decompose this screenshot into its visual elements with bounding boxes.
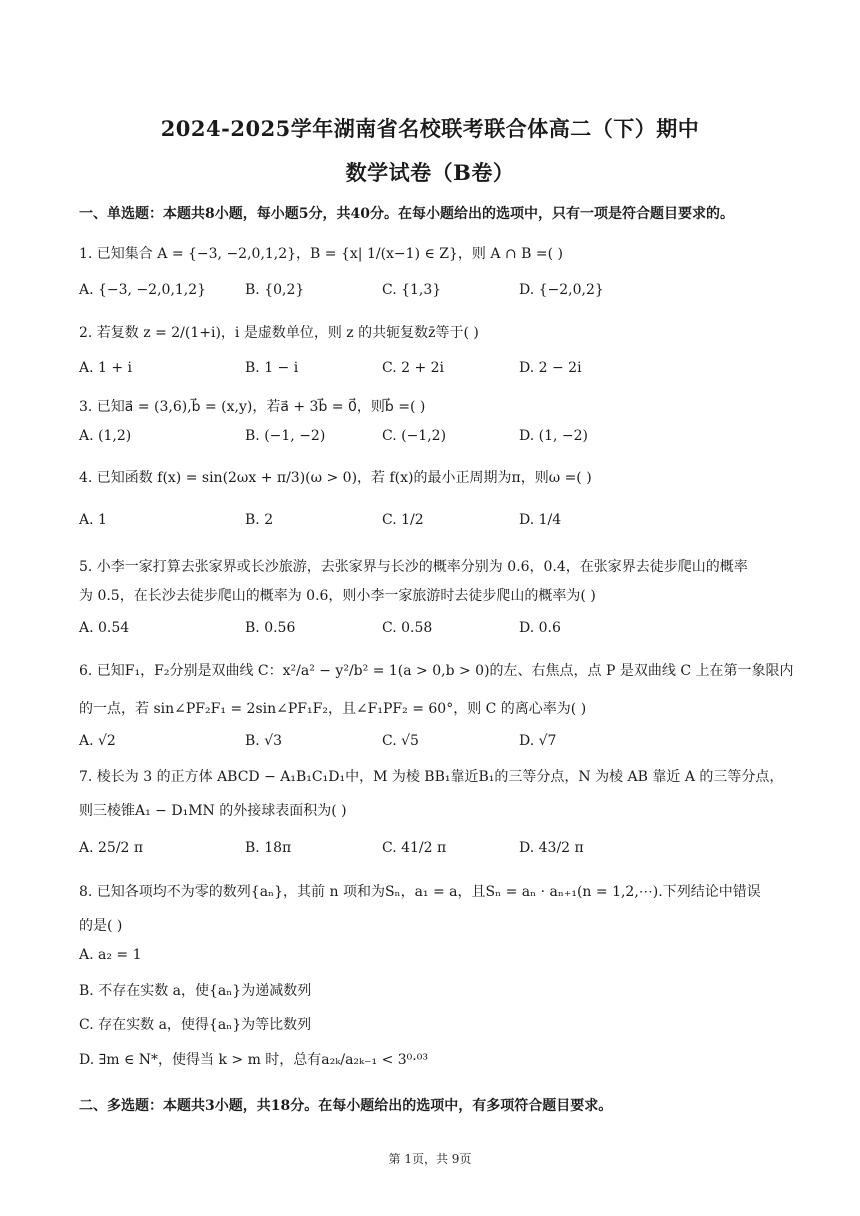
question-6-option-b: B. √3 — [245, 733, 283, 749]
question-8-option-d: D. ∃m ∈ N*，使得当 k > m 时，总有a₂ₖ/a₂ₖ₋₁ < 3⁰·⁰³ — [79, 1052, 428, 1068]
question-3-option-d: D. (1, −2) — [519, 428, 588, 444]
question-3-options — [79, 428, 779, 450]
question-1-option-a: A. {−3, −2,0,1,2} — [79, 282, 207, 298]
question-2-option-a: A. 1 + i — [79, 360, 133, 376]
exam-title-line2: 数学试卷（B卷） — [345, 160, 515, 185]
question-2-stem: 2. 若复数 z = 2/(1+i)，i 是虚数单位，则 z 的共轭复数z̄等于( ) — [79, 325, 479, 341]
section-heading-multiple-choice: 二、多选题：本题共3小题，共18分。在每小题给出的选项中，有多项符合题目要求。 — [79, 1098, 613, 1114]
question-6-stem-line1: 6. 已知F₁，F₂分别是双曲线 C：x²/a² − y²/b² = 1(a > 0,b > 0)的左、右焦点，点 P 是双曲线 C 上在第一象限内 — [79, 663, 794, 679]
question-7-stem-line1: 7. 棱长为 3 的正方体 ABCD − A₁B₁C₁D₁中，M 为棱 BB₁靠近B₁的三等分点，N 为棱 AB 靠近 A 的三等分点， — [79, 769, 784, 785]
question-5-stem-line2: 为 0.5，在长沙去徒步爬山的概率为 0.6，则小李一家旅游时去徒步爬山的概率为( ) — [79, 588, 596, 604]
question-7-option-c: C. 41/2 π — [382, 840, 447, 856]
question-8-option-b: B. 不存在实数 a，使{aₙ}为递减数列 — [79, 983, 312, 999]
question-1-option-d: D. {−2,0,2} — [519, 282, 604, 298]
question-7-option-a: A. 25/2 π — [79, 840, 144, 856]
question-2-option-d: D. 2 − 2i — [519, 360, 582, 376]
question-7-option-b: B. 18π — [245, 840, 292, 856]
question-5-option-c: C. 0.58 — [382, 620, 433, 636]
exam-title-line1: 2024-2025学年湖南省名校联考联合体高二（下）期中 — [160, 116, 700, 141]
question-6-option-d: D. √7 — [519, 733, 557, 749]
question-3-option-a: A. (1,2) — [79, 428, 132, 444]
question-8-option-a: A. a₂ = 1 — [79, 947, 142, 963]
question-4-option-a: A. 1 — [79, 512, 107, 528]
question-4-option-c: C. 1/2 — [382, 512, 424, 528]
question-3-option-b: B. (−1, −2) — [245, 428, 326, 444]
question-8-stem-line2: 的是( ) — [79, 918, 123, 934]
question-5-stem-line1: 5. 小李一家打算去张家界或长沙旅游，去张家界与长沙的概率分别为 0.6，0.4，在张家界去徒步爬山的概率 — [79, 559, 748, 575]
question-6-option-a: A. √2 — [79, 733, 116, 749]
question-1-option-c: C. {1,3} — [382, 282, 442, 298]
question-4-stem: 4. 已知函数 f(x) = sin(2ωx + π/3)(ω > 0)，若 f(x)的最小正周期为π，则ω =( ) — [79, 470, 592, 486]
question-1-stem: 1. 已知集合 A = {−3, −2,0,1,2}，B = {x| 1/(x−1) ∈ Z}，则 A ∩ B =( ) — [79, 246, 563, 262]
question-7-option-d: D. 43/2 π — [519, 840, 584, 856]
question-3-stem: 3. 已知a⃗ = (3,6),b⃗ = (x,y)，若a⃗ + 3b⃗ = 0⃗，则b⃗ =( ) — [79, 399, 426, 415]
question-6-options — [79, 733, 779, 755]
question-7-stem-line2: 则三棱锥A₁ − D₁MN 的外接球表面积为( ) — [79, 803, 347, 819]
question-5-option-b: B. 0.56 — [245, 620, 296, 636]
question-5-options — [79, 620, 779, 642]
question-3-option-c: C. (−1,2) — [382, 428, 447, 444]
question-7-options — [79, 840, 779, 862]
question-1-option-b: B. {0,2} — [245, 282, 305, 298]
question-4-options — [79, 512, 779, 534]
question-4-option-d: D. 1/4 — [519, 512, 562, 528]
question-5-option-d: D. 0.6 — [519, 620, 561, 636]
section-heading-single-choice: 一、单选题：本题共8小题，每小题5分，共40分。在每小题给出的选项中，只有一项是符合题目要求的。 — [79, 206, 734, 222]
question-2-option-b: B. 1 − i — [245, 360, 299, 376]
question-4-option-b: B. 2 — [245, 512, 274, 528]
question-8-stem-line1: 8. 已知各项均不为零的数列{aₙ}，其前 n 项和为Sₙ，a₁ = a，且Sₙ = aₙ · aₙ₊₁(n = 1,2,⋯).下列结论中错误 — [79, 884, 761, 900]
question-5-option-a: A. 0.54 — [79, 620, 130, 636]
question-8-option-c: C. 存在实数 a，使得{aₙ}为等比数列 — [79, 1017, 312, 1033]
question-2-option-c: C. 2 + 2i — [382, 360, 445, 376]
page-footer: 第 1页，共 9页 — [388, 1152, 472, 1166]
question-1-options — [79, 282, 779, 304]
question-6-option-c: C. √5 — [382, 733, 419, 749]
question-6-stem-line2: 的一点，若 sin∠PF₂F₁ = 2sin∠PF₁F₂，且∠F₁PF₂ = 60°，则 C 的离心率为( ) — [79, 701, 587, 717]
question-2-options — [79, 360, 779, 382]
